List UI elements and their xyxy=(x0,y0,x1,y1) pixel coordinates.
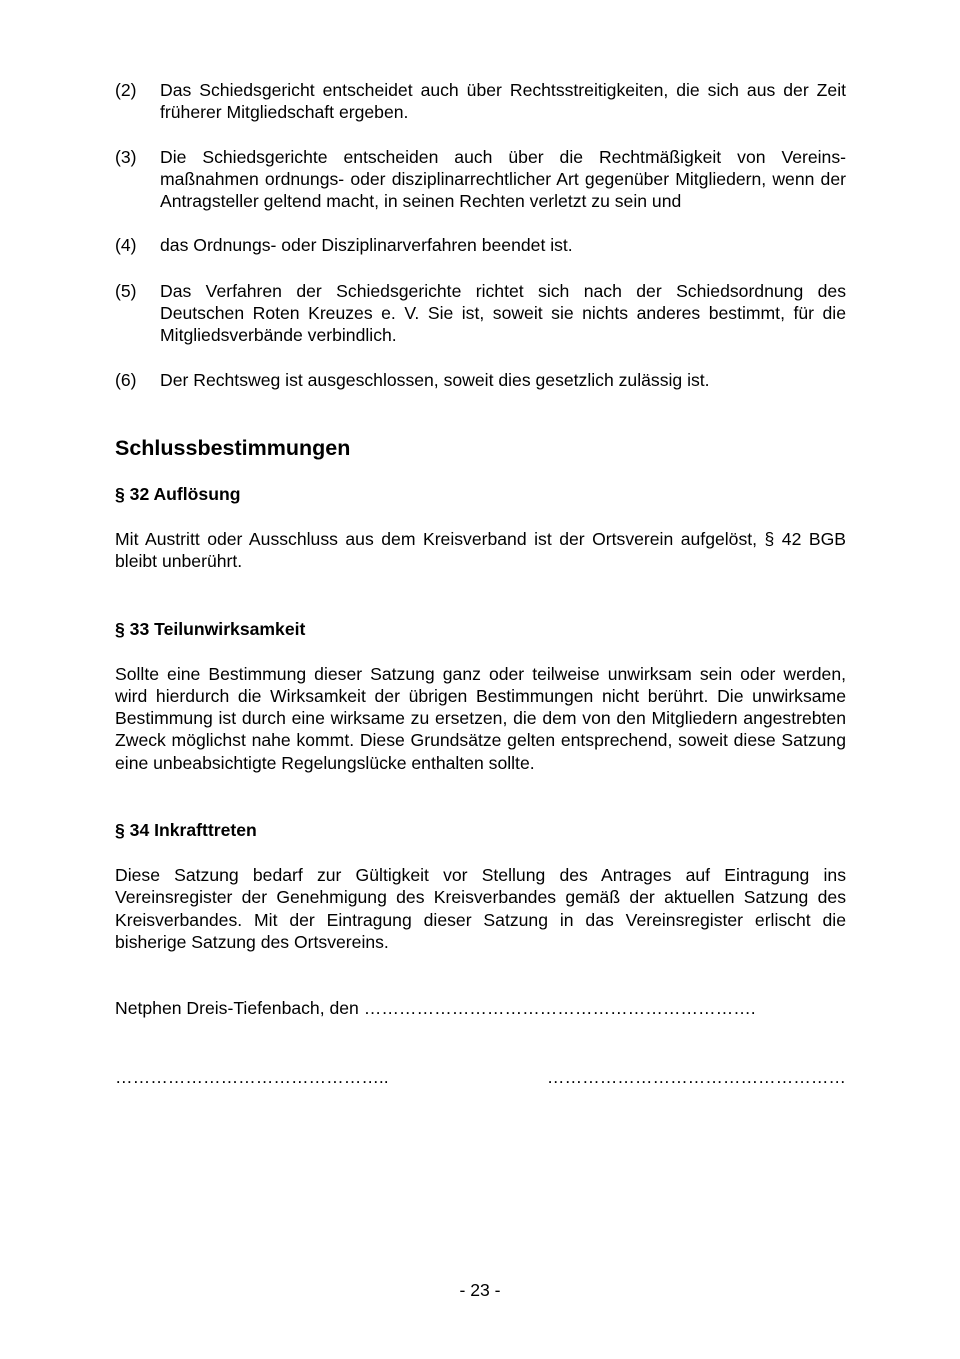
paragraph-text: das Ordnungs- oder Disziplinarverfahren beendet ist. xyxy=(160,235,573,256)
section-heading: Schlussbestimmungen xyxy=(115,435,351,460)
section-32-title: § 32 Auflösung xyxy=(115,483,241,504)
paragraph-text: Das Schiedsgericht entscheidet auch über Rechtsstreitigkeiten, die sich aus der Zeit früherer Mitgliedschaft ergeben. xyxy=(160,80,846,123)
paragraph-2 xyxy=(115,79,846,124)
paragraph-6 xyxy=(115,369,846,391)
paragraph-text: Der Rechtsweg ist ausgeschlossen, soweit dies gesetzlich zulässig ist. xyxy=(160,369,710,390)
section-33-title: § 33 Teilunwirksamkeit xyxy=(115,618,306,639)
paragraph-4 xyxy=(115,234,846,256)
paragraph-number: (6) xyxy=(115,369,137,390)
section-32-text: Mit Austritt oder Ausschluss aus dem Kreisverband ist der Ortsverein aufgelöst, § 42 BGB bleibt unberührt. xyxy=(115,528,846,572)
paragraph-number: (5) xyxy=(115,280,137,301)
signature-right: …………………………………………… xyxy=(546,1066,846,1087)
section-34-text: Diese Satzung bedarf zur Gültigkeit vor Stellung des Antrages auf Eintragung ins Vereinsregister der Genehmigung des Kreisverbandes gemäß der aktuellen Satzung des Kreisverbandes. Mit der Eintragung dieser Satzung in das Vereinsregister erlischt die bisherige Satzung des Ortsvereins. xyxy=(115,865,846,952)
paragraph-5 xyxy=(115,280,846,347)
paragraph-number: (4) xyxy=(115,235,137,256)
paragraph-3 xyxy=(115,146,846,213)
document-page xyxy=(115,79,846,1088)
place-date-line: Netphen Dreis-Tiefenbach, den …………………………………………………………. xyxy=(115,998,756,1019)
section-33-text: Sollte eine Bestimmung dieser Satzung ganz oder teilweise unwirksam sein oder werden, wird hierdurch die Wirksamkeit der übrigen Bestimmungen nicht berührt. Die unwirksame Bestimmung ist durch eine wirksame zu ersetzen, die dem von den Mitgliedern angestrebten Zweck möglichst nahe kommt. Diese Grundsätze gelten entsprechend, soweit diese Satzung eine unbeabsichtigte Regelungslücke enthalten sollte. xyxy=(115,663,846,773)
section-34-title: § 34 Inkrafttreten xyxy=(115,820,257,841)
paragraph-number: (2) xyxy=(115,80,137,100)
signature-left: ……………………………………….. xyxy=(115,1066,389,1087)
page-number: - 23 - xyxy=(459,1280,501,1300)
paragraph-number: (3) xyxy=(115,146,137,167)
paragraph-text: Das Verfahren der Schiedsgerichte richtet sich nach der Schiedsordnung des Deutschen Roten Kreuzes e. V. Sie ist, soweit sie nichts anderes bestimmt, für die Mitgliedsverbände verbindlich. xyxy=(160,280,846,346)
signature-lines xyxy=(115,1066,846,1088)
paragraph-text: Die Schiedsgerichte entscheiden auch über die Rechtmäßigkeit von Vereinsmaßnahmen ordnungs- oder disziplinarrechtlicher Art gegenüber Mitgliedern, wenn der Antragsteller geltend macht, in seinen Rechten verletzt zu sein und xyxy=(160,146,846,212)
